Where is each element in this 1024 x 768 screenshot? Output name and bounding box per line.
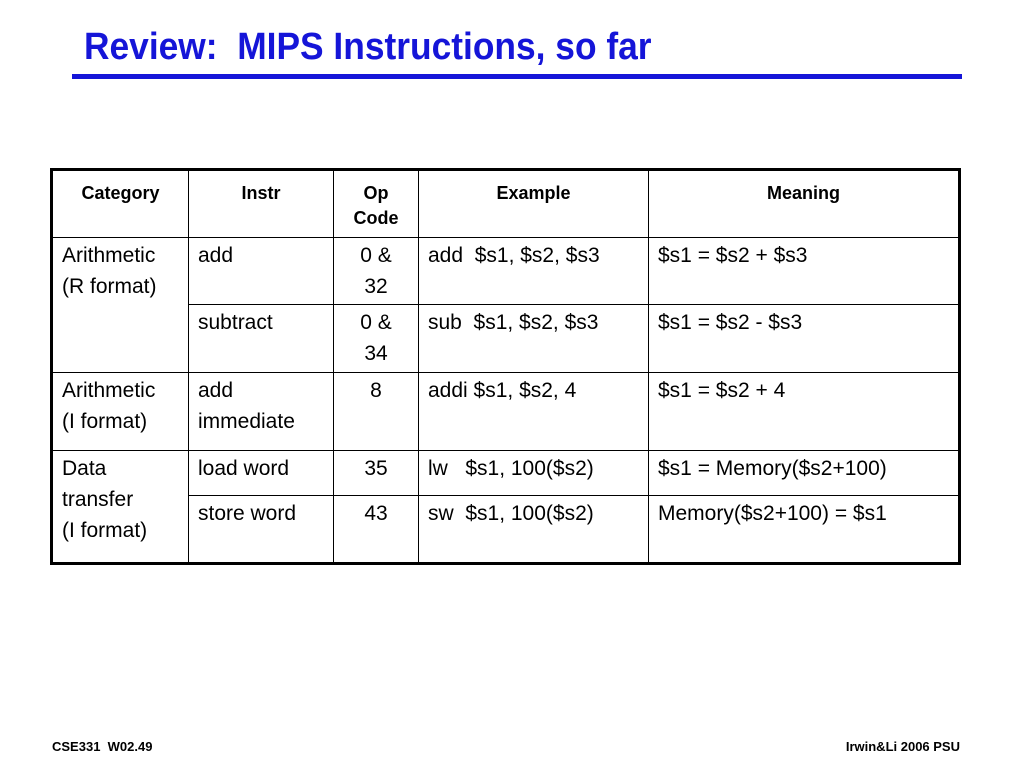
header-example: Example	[419, 170, 649, 238]
table-row	[52, 496, 960, 564]
category-line: Data	[62, 457, 107, 480]
header-meaning: Meaning	[649, 170, 960, 238]
mips-instructions-table	[50, 168, 961, 565]
opcode-cell: 8	[334, 373, 419, 451]
category-line: transfer	[62, 488, 134, 511]
instr-cell: add	[189, 238, 334, 305]
example-cell: sw $s1, 100($s2)	[419, 496, 649, 564]
instr-cell: load word	[189, 451, 334, 496]
category-cell	[52, 238, 189, 373]
instr-cell: subtract	[189, 305, 334, 373]
example-cell: addi $s1, $s2, 4	[419, 373, 649, 451]
header-instr: Instr	[189, 170, 334, 238]
footer-course-id: CSE331 W02.49	[52, 739, 153, 754]
example-cell: sub $s1, $s2, $s3	[419, 305, 649, 373]
table-row	[52, 373, 960, 451]
table-row	[52, 451, 960, 496]
table-header-row	[52, 170, 960, 238]
opcode-cell	[334, 238, 419, 305]
slide-title: Review: MIPS Instructions, so far	[84, 26, 652, 68]
opcode-cell	[334, 305, 419, 373]
category-line: Arithmetic	[62, 379, 156, 402]
opcode-line: 32	[364, 275, 388, 298]
opcode-line: 34	[364, 342, 388, 365]
title-underline	[72, 74, 962, 79]
category-line: (I format)	[62, 519, 148, 542]
category-line: (I format)	[62, 410, 148, 433]
meaning-cell: $s1 = $s2 + $s3	[649, 238, 960, 305]
meaning-cell: Memory($s2+100) = $s1	[649, 496, 960, 564]
instr-cell	[189, 373, 334, 451]
meaning-cell: $s1 = $s2 + 4	[649, 373, 960, 451]
opcode-line: 0 &	[360, 244, 392, 267]
table-row	[52, 305, 960, 373]
opcode-cell: 43	[334, 496, 419, 564]
meaning-cell: $s1 = Memory($s2+100)	[649, 451, 960, 496]
category-line: (R format)	[62, 275, 157, 298]
category-line: Arithmetic	[62, 244, 156, 267]
footer-credit: Irwin&Li 2006 PSU	[845, 739, 960, 754]
instr-line: add	[198, 379, 234, 402]
category-cell	[52, 373, 189, 451]
header-category: Category	[52, 170, 189, 238]
meaning-cell: $s1 = $s2 - $s3	[649, 305, 960, 373]
instr-cell: store word	[189, 496, 334, 564]
opcode-cell: 35	[334, 451, 419, 496]
header-opcode	[334, 170, 419, 238]
category-cell	[52, 451, 189, 564]
opcode-line: 0 &	[360, 311, 392, 334]
header-opcode-line: Code	[353, 208, 399, 228]
instr-line: immediate	[198, 410, 295, 433]
header-opcode-line: Op	[363, 183, 389, 203]
example-cell: add $s1, $s2, $s3	[419, 238, 649, 305]
table-row	[52, 238, 960, 305]
example-cell: lw $s1, 100($s2)	[419, 451, 649, 496]
